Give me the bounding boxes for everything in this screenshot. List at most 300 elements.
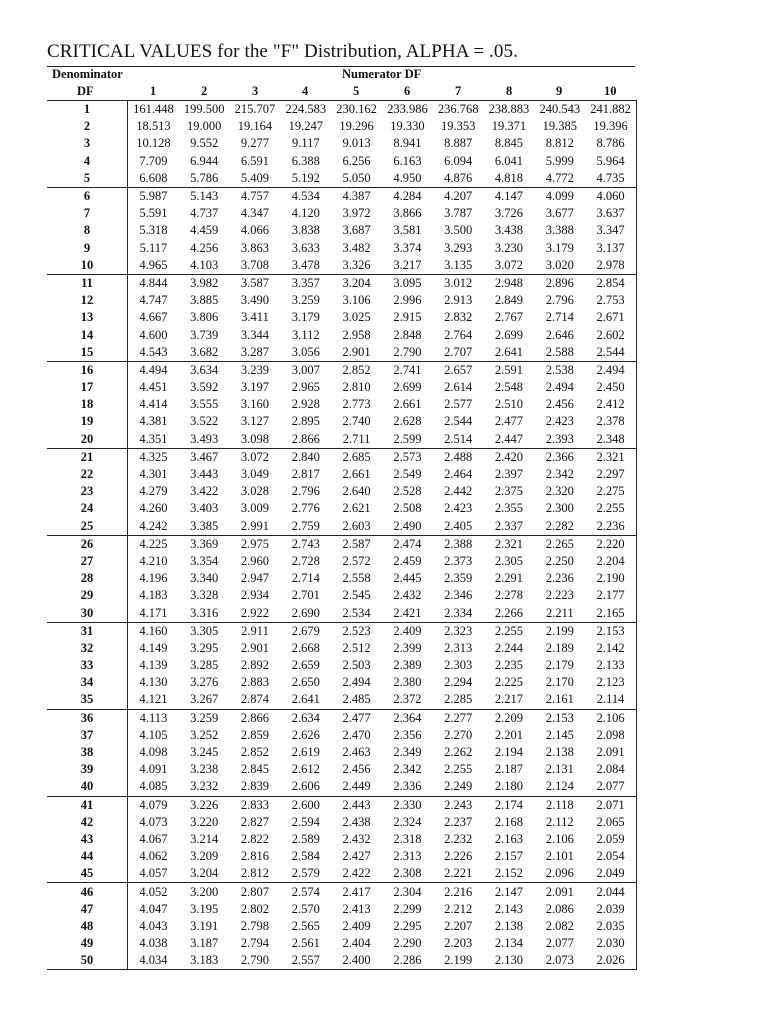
critical-value-cell: 2.378 xyxy=(585,413,636,430)
critical-value-cell: 2.573 xyxy=(382,448,433,466)
critical-value-cell: 8.812 xyxy=(545,136,574,151)
critical-value-cell: 2.565 xyxy=(291,918,320,933)
critical-value-cell: 2.901 xyxy=(342,344,371,359)
critical-value-cell: 2.207 xyxy=(444,918,473,933)
df-column-header: DF xyxy=(77,84,94,98)
critical-value-cell: 2.295 xyxy=(393,918,422,933)
critical-value-cell: 4.073 xyxy=(128,814,179,831)
critical-value-cell: 2.211 xyxy=(545,605,574,620)
critical-value-cell: 4.242 xyxy=(128,518,179,536)
critical-value-cell: 2.432 xyxy=(393,588,422,603)
critical-value-cell: 2.839 xyxy=(240,779,270,794)
table-row xyxy=(47,448,636,466)
critical-value-cell: 2.833 xyxy=(230,796,281,814)
critical-value-cell: 4.149 xyxy=(128,640,179,657)
table-row xyxy=(47,865,636,883)
critical-value-cell: 3.357 xyxy=(280,274,331,292)
critical-value-cell: 2.153 xyxy=(534,709,585,727)
critical-value-cell: 2.304 xyxy=(382,883,433,901)
critical-value-cell: 3.028 xyxy=(240,484,270,499)
critical-value-cell: 3.422 xyxy=(190,484,219,499)
critical-value-cell: 2.106 xyxy=(545,831,574,846)
critical-value-cell: 2.589 xyxy=(291,831,320,846)
critical-value-cell: 2.375 xyxy=(494,484,524,499)
critical-value-cell: 2.577 xyxy=(444,397,473,412)
critical-value-cell: 2.303 xyxy=(444,658,473,673)
critical-value-cell: 2.209 xyxy=(484,709,535,727)
critical-value-cell: 4.034 xyxy=(128,952,179,970)
column-header-5: 5 xyxy=(353,84,360,98)
denominator-df-cell: 2 xyxy=(83,119,91,134)
critical-value-cell: 2.626 xyxy=(291,727,320,742)
table-row xyxy=(47,883,636,901)
critical-value-cell: 3.438 xyxy=(494,223,524,238)
table-row xyxy=(47,901,636,918)
critical-value-cell: 3.493 xyxy=(190,431,219,446)
critical-value-cell: 3.328 xyxy=(190,588,219,603)
critical-value-cell: 5.143 xyxy=(179,187,230,205)
critical-value-cell: 3.197 xyxy=(240,380,270,395)
column-header-2: 2 xyxy=(201,84,208,98)
critical-value-cell: 2.039 xyxy=(585,901,636,918)
critical-value-cell: 2.226 xyxy=(444,849,473,864)
critical-value-cell: 3.739 xyxy=(190,327,219,342)
critical-value-cell: 3.191 xyxy=(190,918,219,933)
critical-value-cell: 2.348 xyxy=(585,431,636,449)
critical-value-cell: 2.646 xyxy=(545,327,574,342)
critical-value-cell: 3.347 xyxy=(585,222,636,239)
critical-value-cell: 6.388 xyxy=(291,153,320,168)
critical-value-cell: 3.863 xyxy=(240,240,270,255)
critical-value-cell: 3.267 xyxy=(190,692,219,707)
critical-value-cell: 2.449 xyxy=(342,779,371,794)
critical-value-cell: 2.606 xyxy=(291,779,320,794)
critical-value-cell: 2.612 xyxy=(291,762,320,777)
critical-value-cell: 3.049 xyxy=(240,467,270,482)
denominator-df-cell: 33 xyxy=(80,658,94,673)
critical-value-cell: 199.500 xyxy=(179,101,230,119)
critical-value-cell: 2.123 xyxy=(585,674,636,691)
table-row xyxy=(47,622,636,640)
critical-value-cell: 4.079 xyxy=(128,796,179,814)
critical-value-cell: 2.393 xyxy=(545,431,574,446)
critical-value-cell: 2.558 xyxy=(342,571,371,586)
critical-value-cell: 224.583 xyxy=(280,101,331,119)
critical-value-cell: 2.711 xyxy=(342,431,371,446)
critical-value-cell: 4.301 xyxy=(128,466,179,483)
critical-value-cell: 3.411 xyxy=(241,310,269,325)
denominator-df-cell: 40 xyxy=(80,779,94,794)
critical-value-cell: 3.500 xyxy=(444,223,473,238)
critical-value-cell: 3.295 xyxy=(190,640,219,655)
critical-value-cell: 2.262 xyxy=(444,745,473,760)
critical-value-cell: 2.138 xyxy=(494,918,524,933)
denominator-df-cell: 46 xyxy=(47,883,128,901)
critical-value-cell: 2.143 xyxy=(494,901,524,916)
critical-value-cell: 3.204 xyxy=(331,274,382,292)
critical-value-cell: 3.587 xyxy=(230,274,281,292)
critical-value-cell: 2.091 xyxy=(585,744,636,761)
critical-value-cell: 2.313 xyxy=(393,849,422,864)
table-row xyxy=(47,118,636,135)
critical-value-cell: 2.661 xyxy=(342,467,371,482)
critical-value-cell: 4.130 xyxy=(128,674,179,691)
critical-value-cell: 3.388 xyxy=(545,223,574,238)
critical-value-cell: 2.671 xyxy=(585,309,636,326)
critical-value-cell: 4.225 xyxy=(128,535,179,553)
critical-value-cell: 2.699 xyxy=(393,380,422,395)
critical-value-cell: 2.199 xyxy=(433,952,484,970)
critical-value-cell: 2.165 xyxy=(585,604,636,622)
table-row xyxy=(47,848,636,865)
critical-value-cell: 4.534 xyxy=(280,187,331,205)
critical-value-cell: 4.038 xyxy=(128,935,179,952)
denominator-df-cell: 25 xyxy=(80,518,94,533)
critical-value-cell: 2.255 xyxy=(484,622,535,640)
critical-value-cell: 3.326 xyxy=(342,257,371,272)
critical-value-cell: 4.183 xyxy=(128,587,179,604)
column-header-6: 6 xyxy=(404,84,411,98)
critical-value-cell: 2.854 xyxy=(585,274,636,292)
critical-value-cell: 2.767 xyxy=(494,310,524,325)
critical-value-cell: 3.095 xyxy=(382,274,433,292)
critical-value-cell: 2.065 xyxy=(585,814,636,831)
critical-value-cell: 233.986 xyxy=(382,101,433,119)
critical-value-cell: 2.412 xyxy=(585,396,636,413)
critical-value-cell: 3.682 xyxy=(190,344,219,359)
table-row xyxy=(47,205,636,222)
critical-value-cell: 3.478 xyxy=(291,257,320,272)
critical-value-cell: 2.668 xyxy=(291,640,320,655)
critical-value-cell: 8.887 xyxy=(444,136,473,151)
critical-value-cell: 3.009 xyxy=(240,501,270,516)
table-row xyxy=(47,483,636,500)
denominator-df-cell: 38 xyxy=(80,745,94,760)
critical-value-cell: 2.807 xyxy=(230,883,281,901)
critical-value-cell: 2.488 xyxy=(433,448,484,466)
critical-value-cell: 2.235 xyxy=(494,658,524,673)
denominator-df-cell: 27 xyxy=(80,553,94,568)
table-row xyxy=(47,135,636,152)
critical-value-cell: 2.978 xyxy=(585,257,636,275)
critical-value-cell: 2.417 xyxy=(331,883,382,901)
critical-value-cell: 2.389 xyxy=(393,658,422,673)
critical-value-cell: 2.275 xyxy=(585,483,636,500)
critical-value-cell: 5.409 xyxy=(240,170,270,185)
critical-value-cell: 2.163 xyxy=(494,831,524,846)
critical-value-cell: 2.975 xyxy=(230,535,281,553)
critical-value-cell: 2.816 xyxy=(240,849,270,864)
critical-value-cell: 2.297 xyxy=(585,466,636,483)
table-row xyxy=(47,153,636,170)
critical-value-cell: 4.876 xyxy=(444,170,473,185)
critical-value-cell: 2.572 xyxy=(342,553,371,568)
table-row xyxy=(47,396,636,413)
critical-value-cell: 2.827 xyxy=(240,814,270,829)
critical-value-cell: 3.385 xyxy=(190,518,219,533)
critical-value-cell: 2.812 xyxy=(240,866,270,881)
critical-value-cell: 4.351 xyxy=(128,431,179,449)
critical-value-cell: 2.346 xyxy=(444,588,473,603)
critical-value-cell: 2.170 xyxy=(545,675,574,690)
critical-value-cell: 2.324 xyxy=(393,814,422,829)
critical-value-cell: 2.161 xyxy=(545,692,574,707)
critical-value-cell: 3.634 xyxy=(179,361,230,379)
critical-value-cell: 3.287 xyxy=(240,344,270,359)
critical-value-cell: 18.513 xyxy=(128,118,179,135)
critical-value-cell: 3.726 xyxy=(494,206,524,221)
table-row xyxy=(47,674,636,691)
critical-value-cell: 3.259 xyxy=(291,293,320,308)
critical-value-cell: 2.810 xyxy=(342,380,371,395)
critical-value-cell: 2.138 xyxy=(545,745,574,760)
table-row xyxy=(47,918,636,935)
critical-value-cell: 2.318 xyxy=(393,831,422,846)
critical-value-cell: 2.106 xyxy=(585,709,636,727)
critical-value-cell: 2.960 xyxy=(240,553,270,568)
critical-value-cell: 2.545 xyxy=(342,588,371,603)
critical-value-cell: 4.091 xyxy=(128,761,179,778)
denominator-df-cell: 14 xyxy=(80,327,94,342)
critical-value-cell: 2.355 xyxy=(494,501,524,516)
critical-value-cell: 2.423 xyxy=(545,414,574,429)
denominator-df-cell: 48 xyxy=(80,918,94,933)
denominator-df-cell: 8 xyxy=(83,223,91,238)
table-row xyxy=(47,778,636,796)
critical-value-cell: 2.323 xyxy=(433,622,484,640)
critical-value-cell: 4.099 xyxy=(534,187,585,205)
critical-value-cell: 4.060 xyxy=(585,187,636,205)
critical-value-cell: 8.941 xyxy=(393,136,422,151)
critical-value-cell: 2.397 xyxy=(494,467,524,482)
critical-value-cell: 3.316 xyxy=(190,605,219,620)
critical-value-cell: 2.641 xyxy=(494,344,524,359)
critical-value-cell: 2.373 xyxy=(444,553,473,568)
column-header-9: 9 xyxy=(556,84,563,98)
critical-value-cell: 3.344 xyxy=(240,327,270,342)
denominator-df-cell: 3 xyxy=(83,136,91,151)
critical-value-cell: 2.477 xyxy=(331,709,382,727)
critical-value-cell: 2.313 xyxy=(444,640,473,655)
critical-value-cell: 2.892 xyxy=(240,658,270,673)
critical-value-cell: 2.422 xyxy=(342,866,371,881)
critical-value-cell: 4.210 xyxy=(128,553,179,570)
critical-value-cell: 2.114 xyxy=(585,691,636,709)
critical-value-cell: 2.421 xyxy=(393,605,422,620)
critical-value-cell: 2.112 xyxy=(545,814,574,829)
critical-value-cell: 2.212 xyxy=(444,901,473,916)
critical-value-cell: 2.621 xyxy=(342,501,371,516)
critical-value-cell: 3.885 xyxy=(190,293,219,308)
critical-value-cell: 2.250 xyxy=(545,553,574,568)
critical-value-cell: 2.232 xyxy=(444,831,473,846)
critical-value-cell: 2.300 xyxy=(545,501,574,516)
table-row xyxy=(47,744,636,761)
critical-value-cell: 2.840 xyxy=(280,448,331,466)
critical-value-cell: 2.388 xyxy=(433,535,484,553)
critical-value-cell: 2.584 xyxy=(291,849,320,864)
critical-value-cell: 4.844 xyxy=(128,274,179,292)
critical-value-cell: 4.735 xyxy=(585,170,636,188)
critical-value-cell: 4.171 xyxy=(128,604,179,622)
critical-value-cell: 2.286 xyxy=(382,952,433,970)
critical-value-cell: 3.490 xyxy=(240,293,270,308)
critical-value-cell: 3.467 xyxy=(179,448,230,466)
critical-value-cell: 3.687 xyxy=(342,223,371,238)
critical-value-cell: 3.195 xyxy=(190,901,219,916)
critical-value-cell: 2.600 xyxy=(280,796,331,814)
critical-value-cell: 2.237 xyxy=(444,814,473,829)
critical-value-cell: 3.276 xyxy=(190,675,219,690)
critical-value-cell: 2.456 xyxy=(342,762,371,777)
critical-value-cell: 2.153 xyxy=(585,622,636,640)
critical-value-cell: 2.915 xyxy=(393,310,422,325)
table-row xyxy=(47,570,636,587)
critical-value-cell: 3.200 xyxy=(179,883,230,901)
critical-value-cell: 2.528 xyxy=(393,484,422,499)
critical-value-cell: 2.054 xyxy=(585,848,636,865)
critical-value-cell: 2.291 xyxy=(494,571,524,586)
denominator-df-cell: 15 xyxy=(80,344,94,359)
critical-value-cell: 2.145 xyxy=(545,727,574,742)
critical-value-cell: 2.084 xyxy=(585,761,636,778)
critical-value-cell: 3.204 xyxy=(190,866,219,881)
critical-value-cell: 2.342 xyxy=(545,467,574,482)
critical-value-cell: 3.522 xyxy=(190,414,219,429)
critical-value-cell: 2.591 xyxy=(484,361,535,379)
critical-value-cell: 9.277 xyxy=(240,136,270,151)
critical-value-cell: 2.494 xyxy=(545,380,574,395)
critical-value-cell: 2.442 xyxy=(444,484,473,499)
critical-value-cell: 2.133 xyxy=(585,657,636,674)
critical-value-cell: 19.353 xyxy=(440,119,476,134)
critical-value-cell: 2.168 xyxy=(494,814,524,829)
critical-value-cell: 2.236 xyxy=(585,518,636,536)
denominator-df-cell: 41 xyxy=(47,796,128,814)
critical-value-cell: 2.523 xyxy=(331,622,382,640)
critical-value-cell: 2.096 xyxy=(545,866,574,881)
critical-value-cell: 19.247 xyxy=(288,119,323,134)
denominator-df-cell: 34 xyxy=(80,675,94,690)
critical-value-cell: 2.796 xyxy=(545,293,574,308)
critical-value-cell: 3.025 xyxy=(342,310,371,325)
table-row xyxy=(47,413,636,430)
critical-value-cell: 2.587 xyxy=(331,535,382,553)
critical-value-cell: 161.448 xyxy=(128,101,179,119)
denominator-df-cell: 37 xyxy=(80,727,94,742)
critical-value-cell: 3.592 xyxy=(190,380,219,395)
denominator-df-cell: 10 xyxy=(80,257,94,272)
critical-value-cell: 5.192 xyxy=(291,170,320,185)
critical-value-cell: 238.883 xyxy=(484,101,535,119)
table-row xyxy=(47,935,636,952)
critical-value-cell: 4.103 xyxy=(190,257,219,272)
denominator-df-cell: 47 xyxy=(80,901,94,916)
critical-value-cell: 3.443 xyxy=(190,467,219,482)
critical-value-cell: 2.796 xyxy=(291,484,320,499)
critical-value-cell: 19.385 xyxy=(542,119,577,134)
critical-value-cell: 2.199 xyxy=(534,622,585,640)
table-row xyxy=(47,691,636,709)
critical-value-cell: 4.147 xyxy=(484,187,535,205)
critical-value-cell: 2.189 xyxy=(545,640,574,655)
critical-value-cell: 2.282 xyxy=(545,518,574,533)
denominator-df-cell: 7 xyxy=(83,206,91,221)
denominator-df-cell: 9 xyxy=(83,240,91,255)
critical-value-cell: 2.423 xyxy=(444,501,473,516)
critical-value-cell: 4.160 xyxy=(128,622,179,640)
column-header-7: 7 xyxy=(455,84,462,98)
critical-value-cell: 2.077 xyxy=(545,936,574,951)
critical-value-cell: 4.139 xyxy=(128,657,179,674)
critical-value-cell: 6.256 xyxy=(342,153,371,168)
critical-value-cell: 2.817 xyxy=(291,467,320,482)
column-header-3: 3 xyxy=(252,84,259,98)
denominator-df-cell: 11 xyxy=(47,274,128,292)
critical-value-cell: 2.849 xyxy=(494,293,524,308)
denominator-df-cell: 22 xyxy=(80,467,94,482)
critical-value-cell: 2.073 xyxy=(534,952,585,970)
table-row xyxy=(47,796,636,814)
critical-value-cell: 2.413 xyxy=(342,901,371,916)
critical-value-cell: 9.552 xyxy=(190,136,219,151)
critical-value-cell: 2.420 xyxy=(484,448,535,466)
critical-value-cell: 5.786 xyxy=(190,170,219,185)
critical-value-cell: 2.474 xyxy=(382,535,433,553)
critical-value-cell: 3.238 xyxy=(190,762,219,777)
critical-value-cell: 2.714 xyxy=(291,571,320,586)
critical-value-cell: 2.266 xyxy=(494,605,524,620)
critical-value-cell: 2.409 xyxy=(342,918,371,933)
critical-value-cell: 2.661 xyxy=(393,397,422,412)
critical-value-cell: 3.179 xyxy=(291,310,320,325)
table-row xyxy=(47,344,636,362)
table-row xyxy=(47,257,636,275)
critical-value-cell: 2.026 xyxy=(585,952,636,970)
critical-value-cell: 3.285 xyxy=(190,658,219,673)
critical-value-cell: 7.709 xyxy=(128,153,179,170)
table-row xyxy=(47,431,636,449)
table-row xyxy=(47,761,636,778)
critical-value-cell: 2.701 xyxy=(291,588,320,603)
critical-value-cell: 2.438 xyxy=(342,814,371,829)
critical-value-cell: 2.427 xyxy=(342,849,371,864)
critical-value-cell: 2.602 xyxy=(585,326,636,343)
denominator-df-cell: 4 xyxy=(83,153,91,168)
critical-value-cell: 19.371 xyxy=(491,119,527,134)
critical-value-cell: 4.279 xyxy=(128,483,179,500)
critical-value-cell: 2.911 xyxy=(230,622,281,640)
critical-value-cell: 4.667 xyxy=(128,309,179,326)
critical-value-cell: 2.685 xyxy=(331,448,382,466)
critical-value-cell: 2.130 xyxy=(484,952,535,970)
critical-value-cell: 2.049 xyxy=(585,865,636,883)
critical-value-cell: 2.400 xyxy=(331,952,382,970)
critical-value-cell: 3.135 xyxy=(444,257,473,272)
critical-value-cell: 3.232 xyxy=(190,779,219,794)
critical-value-cell: 4.325 xyxy=(128,448,179,466)
critical-value-cell: 4.105 xyxy=(128,727,179,744)
critical-value-cell: 4.818 xyxy=(494,170,524,185)
critical-value-cell: 3.787 xyxy=(444,206,473,221)
critical-value-cell: 4.965 xyxy=(128,257,179,275)
critical-value-cell: 2.152 xyxy=(494,866,524,881)
column-header-1: 1 xyxy=(150,84,157,98)
critical-value-cell: 2.320 xyxy=(545,484,574,499)
denominator-df-cell: 50 xyxy=(47,952,128,970)
column-header-8: 8 xyxy=(506,84,513,98)
critical-value-cell: 4.196 xyxy=(128,570,179,587)
